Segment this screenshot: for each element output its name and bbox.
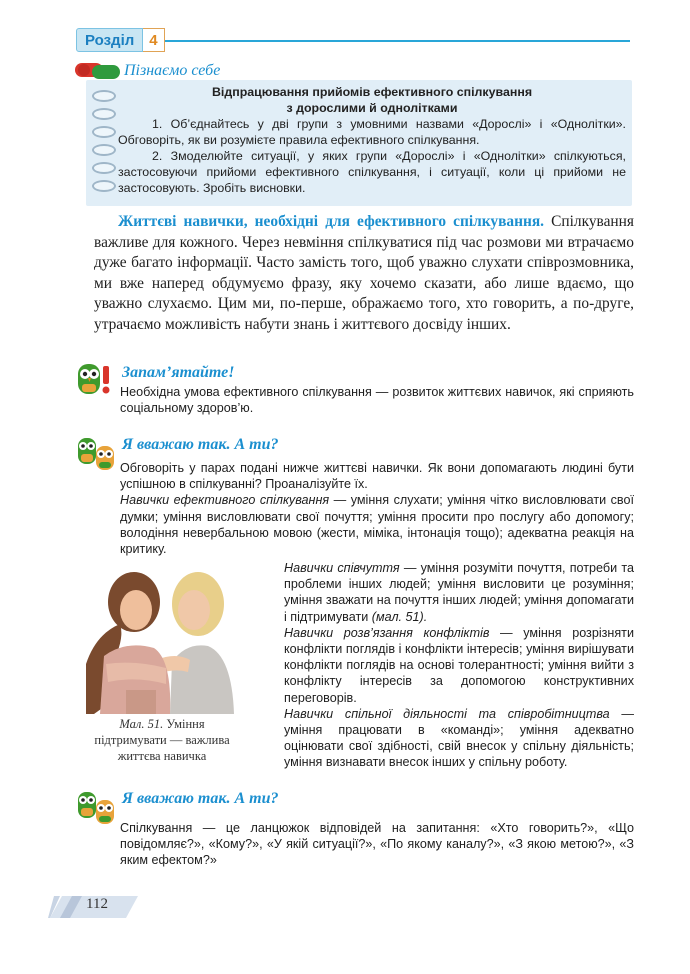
exercise-title-line2: з дорослими й однолітками (286, 101, 458, 115)
figure-caption-text: Уміння підтримувати — важлива життєва навичка (94, 717, 230, 763)
chapter-label: Розділ (76, 28, 143, 52)
chapter-tab (76, 28, 165, 52)
two-owls-icon (76, 432, 118, 472)
remember-text: Необхідна умова ефективного спілкування — розвиток життєвих навичок, які сприяють соціальному здоров’ю. (120, 385, 634, 416)
owl-alert-icon (76, 360, 116, 398)
skill-conflict (284, 625, 634, 706)
skill-empathy (284, 560, 634, 625)
skill-communication-title: Навички ефективного спілкування (120, 493, 330, 508)
main-paragraph (94, 212, 634, 335)
figure-51-caption (86, 716, 238, 764)
exercise-item-1: 1. Об’єднайтесь у дві групи з умовними назвами «Дорослі» і «Однолітки». Обговоріть, як ви розумієте правила ефективного спілкування. (118, 117, 626, 147)
skill-cooperation-title: Навички спільної діяльності та співробітництва (284, 706, 610, 721)
think1-intro: Обговоріть у парах подані нижче життєві навички. Як вони допомагають людині бути успішною в спілкуванні? Проаналізуйте їх. (120, 461, 634, 492)
skill-communication (120, 492, 634, 557)
two-owls-icon (76, 786, 118, 826)
skill-cooperation (284, 706, 634, 771)
know-yourself-heading: Пізнаємо себе (124, 62, 221, 79)
think1-block-right (284, 560, 634, 771)
skill-empathy-title: Навички співчуття (284, 561, 400, 575)
remember-heading: Запам’ятайте! (122, 364, 235, 381)
think-heading-2: Я вважаю так. А ти? (122, 790, 279, 807)
page-number: 112 (86, 896, 108, 912)
main-text: Спілкування важливе для кожного. Через невміння спілкуватися під час розмови ми втрачаємо дуже багато інформації. Часто замість того, щоб уважно слухати співрозмовника, ми вже наперед обдумуємо фразу, яку хочемо сказати, або лише вдаємо, що уважно слухаємо. Цим ми, по-перше, ображаємо того, хто говорить, а по-друге, утрачаємо можливість набути знань і життєвого досвіду інших. (94, 213, 634, 333)
skill-conflict-title: Навички розв’язання конфліктів (284, 625, 490, 640)
header-rule (148, 40, 630, 42)
skill-empathy-ref: (мал. 51). (371, 609, 428, 624)
toggle-switch-icon (74, 60, 122, 82)
know-yourself-text (118, 84, 626, 196)
skill-communication-text: — уміння слухати; уміння чітко висловлювати свої думки; уміння висловлювати свої почуття; уміння просити про послугу або допомогу; володіння невербальною мовою (жести, міміка, інтонація тощо); адекватна реакція на критику. (120, 493, 634, 557)
figure-label: Мал. 51. (119, 717, 164, 731)
think-heading-1: Я вважаю так. А ти? (122, 436, 279, 453)
skill-conflict-text: — уміння розрізняти конфлікти поглядів і конфлікти інтересів; уміння вирішувати конфлікти поглядів на основі толерантності; уміння вийти з конфлікту інтересів за допомогою конструктивних переговорів. (284, 625, 634, 705)
think1-block-top (120, 460, 634, 557)
think2-text: Спілкування — це ланцюжок відповідей на запитання: «Хто говорить?», «Що повідомляє?», «Кому?», «У якій ситуації?», «По якому каналу?», «З якою метою?», «З яким ефектом?» (120, 821, 634, 868)
figure-51-image (86, 564, 238, 714)
skill-cooperation-text: — уміння працювати в «команді»; уміння адекватно оцінювати свої здібності, свій внесок у спільну діяльність; уміння визнавати внесок інших у спільну роботу. (284, 706, 634, 770)
skill-empathy-text: — уміння розуміти почуття, потреби та проблеми інших людей; уміння висловити це розуміння; уміння зважати на почуття інших людей; уміння допомагати і підтримувати (284, 561, 634, 624)
exercise-title-line1: Відпрацювання прийомів ефективного спілкування (211, 85, 533, 99)
chapter-number: 4 (143, 28, 164, 52)
exercise-item-2: 2. Змоделюйте ситуації, у яких групи «Дорослі» і «Однолітки» спілкуються, застосовуючи прийоми ефективного спілкування, і ситуації, коли ці прийоми не застосовують. Зробіть висновки. (118, 149, 626, 195)
main-lead: Життєві навички, необхідні для ефективного спілкування. (118, 213, 545, 230)
